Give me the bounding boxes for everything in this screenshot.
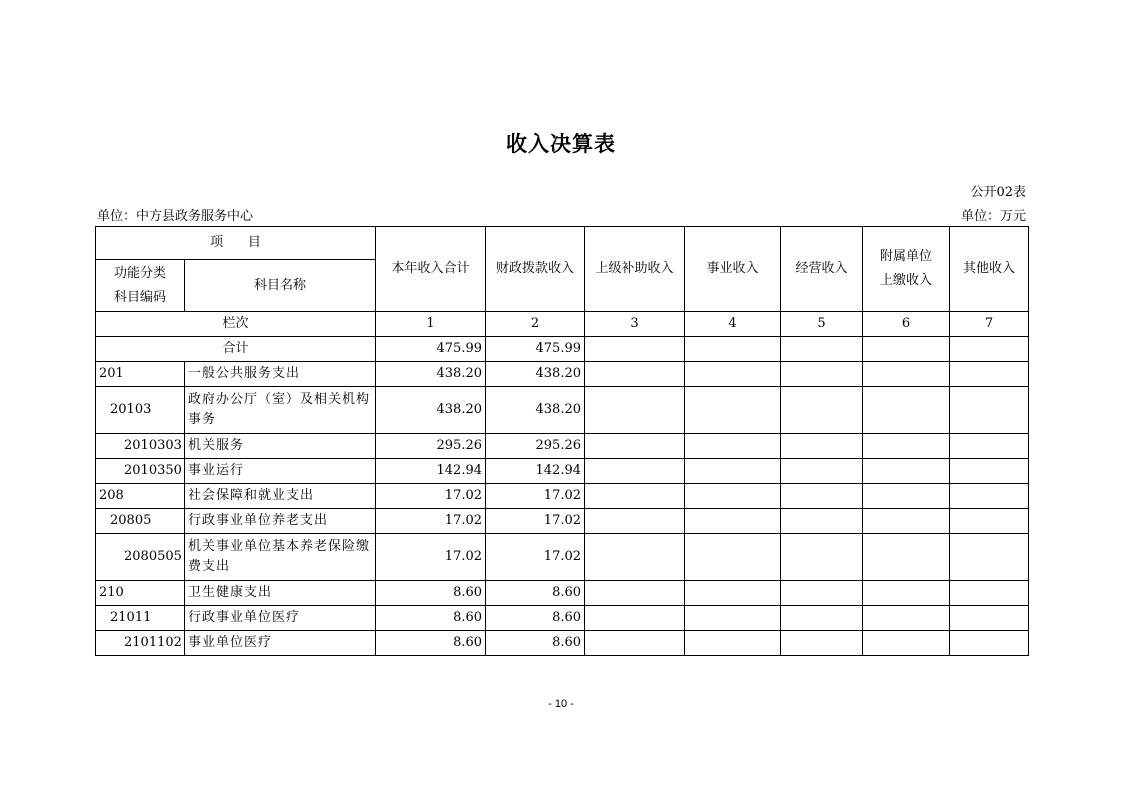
table-row (96, 581, 1029, 606)
empty-cell (863, 484, 950, 509)
total-amount: 475.99 (376, 337, 486, 362)
empty-cell (863, 534, 950, 581)
total-amount: 142.94 (376, 459, 486, 484)
total-amount: 8.60 (376, 606, 486, 631)
header-item: 项 目 (96, 227, 376, 260)
fiscal-amount: 142.94 (486, 459, 585, 484)
subject-code: 2101102 (96, 631, 185, 656)
total-row (96, 337, 1029, 362)
empty-cell (685, 606, 781, 631)
index-num: 6 (863, 312, 950, 337)
fiscal-amount: 17.02 (486, 484, 585, 509)
empty-cell (781, 606, 863, 631)
header-col-5: 经营收入 (781, 227, 863, 312)
empty-cell (863, 606, 950, 631)
header-col-1: 本年收入合计 (376, 227, 486, 312)
empty-cell (863, 509, 950, 534)
empty-cell (685, 484, 781, 509)
total-amount: 438.20 (376, 387, 486, 434)
index-num: 4 (685, 312, 781, 337)
empty-cell (950, 484, 1029, 509)
total-amount: 295.26 (376, 434, 486, 459)
empty-cell (781, 387, 863, 434)
subject-code: 210 (96, 581, 185, 606)
empty-cell (585, 606, 685, 631)
subject-name: 事业单位医疗 (185, 631, 376, 656)
table-row (96, 459, 1029, 484)
header-name: 科目名称 (185, 260, 376, 312)
subject-code: 2010303 (96, 434, 185, 459)
index-num: 3 (585, 312, 685, 337)
empty-cell (781, 484, 863, 509)
page-title: 收入决算表 (506, 131, 616, 156)
header-col-3: 上级补助收入 (585, 227, 685, 312)
empty-cell (863, 631, 950, 656)
empty-cell (685, 434, 781, 459)
empty-cell (685, 362, 781, 387)
empty-cell (781, 362, 863, 387)
subject-name: 一般公共服务支出 (185, 362, 376, 387)
empty-cell (585, 534, 685, 581)
table-row (96, 434, 1029, 459)
total-amount: 17.02 (376, 484, 486, 509)
empty-cell (950, 362, 1029, 387)
empty-cell (950, 606, 1029, 631)
total-amount: 17.02 (376, 534, 486, 581)
table-row (96, 484, 1029, 509)
empty-cell (685, 509, 781, 534)
empty-cell (863, 434, 950, 459)
empty-cell (950, 459, 1029, 484)
table-row (96, 534, 1029, 581)
header-col-6: 附属单位 上缴收入 (863, 227, 950, 312)
empty-cell (585, 509, 685, 534)
total-amount: 8.60 (376, 581, 486, 606)
revenue-table (95, 226, 1029, 656)
empty-cell (950, 631, 1029, 656)
empty-cell (585, 459, 685, 484)
index-row (96, 312, 1029, 337)
empty-cell (685, 459, 781, 484)
subject-code: 20805 (96, 509, 185, 534)
subject-name: 卫生健康支出 (185, 581, 376, 606)
empty-cell (863, 387, 950, 434)
empty-cell (585, 581, 685, 606)
empty-cell (685, 631, 781, 656)
fiscal-amount: 8.60 (486, 606, 585, 631)
subject-name: 社会保障和就业支出 (185, 484, 376, 509)
empty-cell (950, 581, 1029, 606)
empty-cell (585, 631, 685, 656)
index-num: 5 (781, 312, 863, 337)
fiscal-amount: 8.60 (486, 581, 585, 606)
table-row (96, 509, 1029, 534)
empty-cell (950, 534, 1029, 581)
header-col-4: 事业收入 (685, 227, 781, 312)
table-row (96, 362, 1029, 387)
subject-name: 事业运行 (185, 459, 376, 484)
subject-name: 机关事业单位基本养老保险缴费支出 (185, 534, 376, 581)
empty-cell (585, 434, 685, 459)
table-row (96, 631, 1029, 656)
subject-name: 行政事业单位医疗 (185, 606, 376, 631)
page-number: - 10 - (548, 698, 574, 710)
total-amount: 438.20 (376, 362, 486, 387)
fiscal-amount: 17.02 (486, 534, 585, 581)
empty-cell (781, 509, 863, 534)
empty-cell (585, 362, 685, 387)
subject-name: 机关服务 (185, 434, 376, 459)
empty-cell (685, 387, 781, 434)
total-amount: 17.02 (376, 509, 486, 534)
fiscal-amount: 8.60 (486, 631, 585, 656)
form-number: 公开02表 (970, 185, 1026, 200)
subject-name: 行政事业单位养老支出 (185, 509, 376, 534)
header-col-7: 其他收入 (950, 227, 1029, 312)
subject-code: 201 (96, 362, 185, 387)
subject-code: 21011 (96, 606, 185, 631)
fiscal-amount: 17.02 (486, 509, 585, 534)
empty-cell (585, 387, 685, 434)
empty-cell (863, 362, 950, 387)
total-amount: 8.60 (376, 631, 486, 656)
fiscal-amount: 438.20 (486, 387, 585, 434)
empty-cell (585, 484, 685, 509)
subject-code: 20103 (96, 387, 185, 434)
empty-cell (781, 581, 863, 606)
fiscal-amount: 438.20 (486, 362, 585, 387)
empty-cell (863, 581, 950, 606)
total-label: 合计 (96, 337, 376, 362)
empty-cell (863, 459, 950, 484)
empty-cell (950, 509, 1029, 534)
subject-code: 2010350 (96, 459, 185, 484)
fiscal-amount: 475.99 (486, 337, 585, 362)
index-num: 7 (950, 312, 1029, 337)
header-col-2: 财政拨款收入 (486, 227, 585, 312)
empty-cell (950, 387, 1029, 434)
reporting-unit: 单位：中方县政务服务中心 (97, 209, 254, 224)
index-num: 1 (376, 312, 486, 337)
index-num: 2 (486, 312, 585, 337)
subject-code: 208 (96, 484, 185, 509)
header-code: 功能分类 科目编码 (96, 260, 185, 312)
subject-name: 政府办公厅（室）及相关机构事务 (185, 387, 376, 434)
empty-cell (781, 534, 863, 581)
index-label: 栏次 (96, 312, 376, 337)
empty-cell (781, 434, 863, 459)
currency-unit: 单位：万元 (960, 209, 1026, 224)
empty-cell (685, 581, 781, 606)
table-row (96, 606, 1029, 631)
subject-code: 2080505 (96, 534, 185, 581)
table-row (96, 387, 1029, 434)
empty-cell (781, 459, 863, 484)
empty-cell (781, 631, 863, 656)
empty-cell (950, 434, 1029, 459)
empty-cell (685, 534, 781, 581)
fiscal-amount: 295.26 (486, 434, 585, 459)
